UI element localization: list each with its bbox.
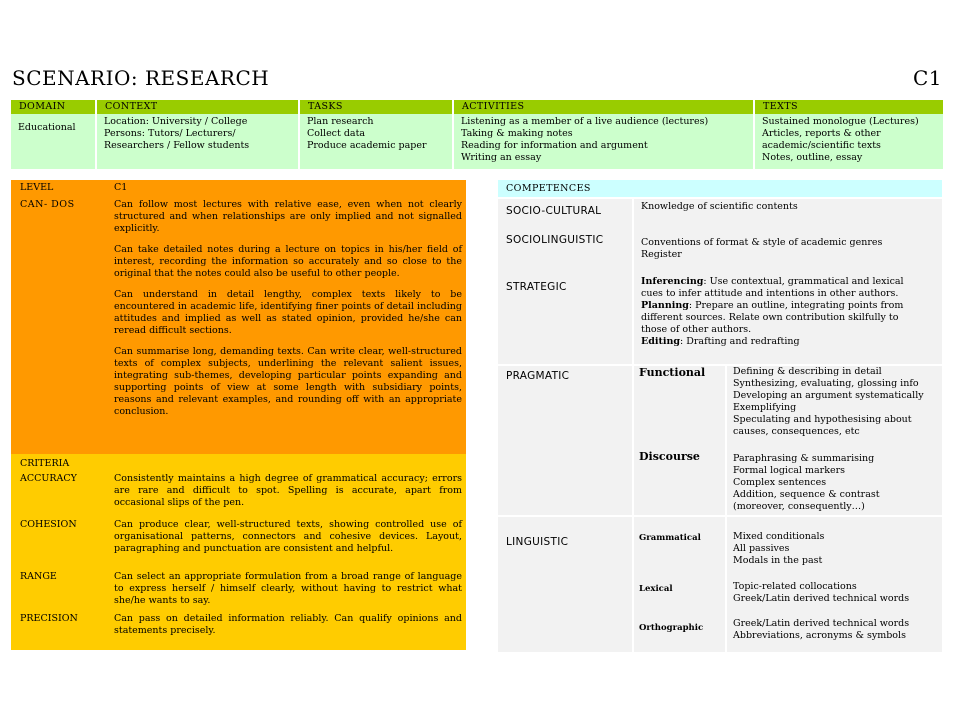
discourse-item: (moreover, consequently…) xyxy=(733,501,865,512)
functional-label: Functional xyxy=(639,366,706,379)
can-do-item: Can take detailed notes during a lecture on topics in his/her field of interest, recording the information so accurately and so close to the original that the notes could also be useful to other people. xyxy=(114,244,462,279)
socio-cultural-label: SOCIO-CULTURAL xyxy=(506,205,602,217)
grammatical-item: Mixed conditionals xyxy=(733,531,825,542)
competences-section-pragmatic xyxy=(498,366,942,515)
context-line: Location: University / College xyxy=(104,116,248,127)
editing-term: Editing xyxy=(641,336,681,347)
text-item: Articles, reports & other xyxy=(762,128,881,139)
context-cell xyxy=(96,114,299,169)
lexical-item: Topic-related collocations xyxy=(733,581,857,592)
activity-item: Reading for information and argument xyxy=(461,140,648,151)
grammatical-item: Modals in the past xyxy=(733,555,823,566)
discourse-label: Discourse xyxy=(639,450,700,463)
level-code: C1 xyxy=(912,66,942,90)
functional-item: Exemplifying xyxy=(733,402,797,413)
planning-text: different sources. Relate own contribution skilfully to xyxy=(641,312,899,323)
criteria-row-cohesion xyxy=(11,519,466,571)
discourse-list xyxy=(733,453,938,513)
competences-header: COMPETENCES xyxy=(498,180,942,197)
criteria-row-precision xyxy=(11,613,466,643)
level-panel xyxy=(11,180,466,650)
scenario-table xyxy=(11,100,945,169)
header-context: CONTEXT xyxy=(96,100,299,114)
general-labels-cell xyxy=(498,199,632,364)
functional-list xyxy=(733,366,938,438)
editing-text: : Drafting and redrafting xyxy=(680,336,800,347)
activity-item: Writing an essay xyxy=(461,152,542,163)
task-item: Produce academic paper xyxy=(307,140,427,151)
can-dos-section xyxy=(11,197,466,454)
text-item: academic/scientific texts xyxy=(762,140,881,151)
level-row xyxy=(11,180,466,197)
functional-item: Defining & describing in detail xyxy=(733,366,882,377)
planning-line xyxy=(641,300,938,312)
criteria-text: Can pass on detailed information reliably. Can qualify opinions and statements precisely. xyxy=(114,613,462,636)
criteria-text: Can select an appropriate formulation from a broad range of language to express herself / himself clearly, without having to restrict what she/he wants to say. xyxy=(114,571,462,606)
discourse-item: Addition, sequence & contrast xyxy=(733,489,880,500)
socio-cultural-text xyxy=(641,201,938,213)
orthographic-label: Orthographic xyxy=(639,623,704,633)
header-domain: DOMAIN xyxy=(11,100,96,114)
strategic-text xyxy=(641,276,938,348)
criteria-text: Can produce clear, well-structured texts, showing controlled use of organisational patterns, connectors and cohesive devices. Layout, paragraphing and punctuation are consistent and helpful. xyxy=(114,519,462,554)
sociolinguistic-line: Conventions of format & style of academic genres xyxy=(641,237,883,248)
inferencing-text: : Use contextual, grammatical and lexical xyxy=(703,276,904,287)
orthographic-item: Greek/Latin derived technical words xyxy=(733,618,910,629)
task-item: Collect data xyxy=(307,128,366,139)
activity-item: Taking & making notes xyxy=(461,128,573,139)
criteria-title: CRITERIA xyxy=(20,458,70,469)
can-dos-label: CAN- DOS xyxy=(20,199,75,210)
activity-item: Listening as a member of a live audience (lectures) xyxy=(461,116,709,127)
planning-text: those of other authors. xyxy=(641,324,752,335)
text-item: Sustained monologue (Lectures) xyxy=(762,116,919,127)
header-texts: TEXTS xyxy=(754,100,944,114)
criteria-text: Consistently maintains a high degree of grammatical accuracy; errors are rare and difficult to spot. Spelling is accurate, apart from occasional slips of the pen. xyxy=(114,473,462,508)
sociolinguistic-text xyxy=(641,237,938,261)
criteria-label: PRECISION xyxy=(20,613,78,624)
criteria-label: ACCURACY xyxy=(20,473,77,484)
domain-value: Educational xyxy=(18,122,76,133)
grammatical-label: Grammatical xyxy=(639,533,701,543)
text-item: Notes, outline, essay xyxy=(762,152,863,163)
header-activities: ACTIVITIES xyxy=(453,100,754,114)
competences-panel xyxy=(498,180,942,652)
activities-cell xyxy=(453,114,754,169)
functional-item: Synthesizing, evaluating, glossing info xyxy=(733,378,919,389)
texts-cell xyxy=(754,114,944,169)
lexical-item: Greek/Latin derived technical words xyxy=(733,593,910,604)
can-do-item: Can understand in detail lengthy, complex texts likely to be encountered in academic life, identifying finer points of detail including attitudes and implied as well as stated opinion, provided he/she can reread difficult sections. xyxy=(114,289,462,336)
inferencing-term: Inferencing xyxy=(641,276,704,287)
sociolinguistic-line: Register xyxy=(641,249,682,260)
header-tasks: TASKS xyxy=(299,100,453,114)
can-do-item: Can follow most lectures with relative ease, even when not clearly structured and when relationships are only implied and not signalled explicitly. xyxy=(114,199,462,234)
functional-item: Developing an argument systematically xyxy=(733,390,924,401)
criteria-section xyxy=(11,454,466,650)
orthographic-item: Abbreviations, acronyms & symbols xyxy=(733,630,906,641)
discourse-item: Complex sentences xyxy=(733,477,827,488)
planning-term: Planning xyxy=(641,300,689,311)
inferencing-text: cues to infer attitude and intentions in other authors. xyxy=(641,288,899,299)
orthographic-list xyxy=(733,618,938,642)
pragmatic-content-cell xyxy=(727,366,942,515)
level-label: LEVEL xyxy=(20,182,54,193)
general-content-cell xyxy=(634,199,942,364)
pragmatic-subtypes-cell xyxy=(634,366,725,515)
pragmatic-label-cell xyxy=(498,366,632,515)
task-item: Plan research xyxy=(307,116,374,127)
criteria-row-range xyxy=(11,571,466,613)
discourse-item: Paraphrasing & summarising xyxy=(733,453,875,464)
socio-cultural-line: Knowledge of scientific contents xyxy=(641,201,798,212)
lexical-list xyxy=(733,581,938,605)
grammatical-item: All passives xyxy=(733,543,790,554)
can-do-item: Can summarise long, demanding texts. Can write clear, well-structured texts of complex subjects, underlining the relevant salient issues, integrating sub-themes, developing particular points expanding and supporting points of view at some length with subsidiary points, reasons and relevant examples, and rounding off with an appropriate conclusion. xyxy=(114,346,462,417)
linguistic-subtypes-cell xyxy=(634,517,725,652)
competences-section-linguistic xyxy=(498,517,942,652)
linguistic-content-cell xyxy=(727,517,942,652)
criteria-label: RANGE xyxy=(20,571,57,582)
linguistic-label: LINGUISTIC xyxy=(506,536,569,548)
competences-section-general xyxy=(498,199,942,364)
strategic-label: STRATEGIC xyxy=(506,281,567,293)
tasks-cell xyxy=(299,114,453,169)
context-line: Researchers / Fellow students xyxy=(104,140,250,151)
sociolinguistic-label: SOCIOLINGUISTIC xyxy=(506,234,604,246)
planning-text: : Prepare an outline, integrating points from xyxy=(688,300,904,311)
lexical-label: Lexical xyxy=(639,584,673,594)
criteria-row-accuracy xyxy=(11,470,466,519)
domain-cell xyxy=(11,114,96,169)
editing-line xyxy=(641,336,938,348)
context-line: Persons: Tutors/ Lecturers/ xyxy=(104,128,236,139)
can-dos-list xyxy=(114,197,466,454)
page-title: SCENARIO: RESEARCH xyxy=(12,66,270,90)
discourse-item: Formal logical markers xyxy=(733,465,845,476)
linguistic-label-cell xyxy=(498,517,632,652)
criteria-label: COHESION xyxy=(20,519,77,530)
level-value: C1 xyxy=(114,182,128,193)
functional-item: causes, consequences, etc xyxy=(733,426,860,437)
inferencing-line xyxy=(641,276,938,288)
functional-item: Speculating and hypothesising about xyxy=(733,414,912,425)
grammatical-list xyxy=(733,531,938,567)
pragmatic-label: PRAGMATIC xyxy=(506,370,570,382)
